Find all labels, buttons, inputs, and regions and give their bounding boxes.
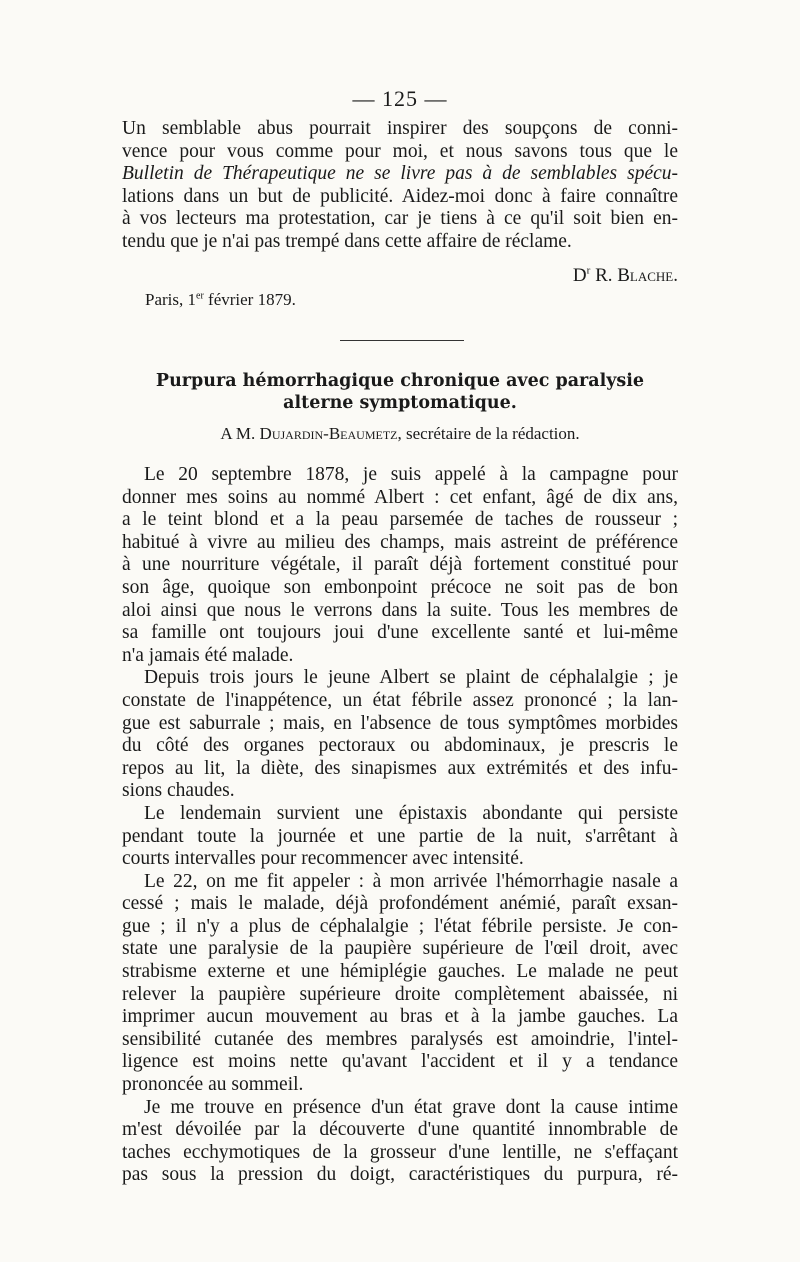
text-line: son âge, quoique son embonpoint précoce ne soit pas de bon xyxy=(122,576,678,598)
signature xyxy=(573,265,678,287)
dateline-sup: er xyxy=(196,290,204,302)
dateline xyxy=(145,290,296,310)
signature-sup: r xyxy=(586,264,591,277)
text-line: tendu que je n'ai pas trempé dans cette affaire de réclame. xyxy=(122,230,572,252)
text-line: Depuis trois jours le jeune Albert se plaint de céphalalgie ; je xyxy=(144,667,678,689)
text-line: sa famille ont toujours joui d'une excellente santé et lui-même xyxy=(122,622,678,644)
text-line: lations dans un but de publicité. Aidez-moi donc à faire connaître xyxy=(122,185,678,207)
text-line: pas sous la pression du doigt, caractéristiques du purpura, ré- xyxy=(122,1164,678,1186)
text-line: du côté des organes pectoraux ou abdominaux, je prescris le xyxy=(122,735,678,757)
signature-prefix: D xyxy=(572,265,587,286)
text-line: relever la paupière supérieure droite complètement abaissée, ni xyxy=(122,983,678,1005)
text-line: m'est dévoilée par la découverte d'une quantité innombrable de xyxy=(122,1119,678,1141)
text-line: Bulletin de Thérapeutique ne se livre pas à de semblables spécu- xyxy=(122,163,678,185)
paragraph-4 xyxy=(122,871,678,1097)
section-divider xyxy=(340,340,464,341)
paragraph-2 xyxy=(122,667,678,803)
dateline-date: février 1879. xyxy=(203,290,296,309)
text-line: sions chaudes. xyxy=(122,780,235,802)
addressee-suffix: , secrétaire de la rédaction. xyxy=(397,424,580,443)
text-line: habitué à vivre au milieu des champs, mais astreint de préférence xyxy=(122,531,678,553)
text-line: imprimer aucun mouvement au bras et à la jambe gauches. La xyxy=(122,1006,678,1028)
text-line: Le lendemain survient une épistaxis abondante qui persiste xyxy=(144,802,678,824)
title-line: Purpura hémorrhagique chronique avec paralysie xyxy=(155,371,645,391)
text-line: ligence est moins nette qu'avant l'accident et il y a tendance xyxy=(122,1051,678,1073)
text-line: state une paralysie de la paupière supérieure de l'œil droit, avec xyxy=(122,938,678,960)
article-body xyxy=(122,464,678,1187)
text-line: strabisme externe et une hémiplégie gauches. Le malade ne peut xyxy=(122,961,678,983)
addressee-prefix: A M. xyxy=(220,424,260,443)
text-line: Le 20 septembre 1878, je suis appelé à la campagne pour xyxy=(144,464,678,485)
text-line: aloi ainsi que nous le verrons dans la suite. Tous les membres de xyxy=(122,599,678,621)
text-line: à vos lecteurs ma protestation, car je tiens à ce qu'il soit bien en- xyxy=(122,208,678,230)
text-line: repos au lit, la diète, des sinapismes aux extrémités et des infu- xyxy=(122,757,678,779)
text-line: prononcée au sommeil. xyxy=(122,1074,304,1096)
dateline-city: Paris, 1 xyxy=(145,290,196,309)
text-line: vence pour vous comme pour moi, et nous savons tous que le xyxy=(122,140,678,162)
text-line: Un semblable abus pourrait inspirer des soupçons de conni- xyxy=(122,118,678,139)
text-line: Le 22, on me fit appeler : à mon arrivée l'hémorrhagie nasale a xyxy=(144,870,678,892)
text-line: constate de l'inappétence, un état fébrile assez prononcé ; la lan- xyxy=(122,689,678,711)
text-line: taches ecchymotiques de la grosseur d'une lentille, ne s'effaçant xyxy=(122,1141,678,1163)
text-line: gue est saburrale ; mais, en l'absence de tous symptômes morbides xyxy=(122,712,678,734)
text-line: n'a jamais été malade. xyxy=(122,644,294,666)
top-paragraph xyxy=(122,118,678,254)
paragraph-3 xyxy=(122,803,678,871)
text-line: à une nourriture végétale, il paraît déjà fortement constitué pour xyxy=(122,554,678,576)
text-line: donner mes soins au nommé Albert : cet enfant, âgé de dix ans, xyxy=(122,486,678,508)
paragraph-1 xyxy=(122,464,678,667)
text-line: a le teint blond et a la peau parsemée de taches de rousseur ; xyxy=(122,509,678,531)
title-line: alterne symptomatique. xyxy=(283,393,517,413)
addressee xyxy=(122,424,678,444)
text-line: pendant toute la journée et une partie de la nuit, s'arrêtant à xyxy=(122,825,678,847)
text-line: sensibilité cutanée des membres paralysés est amoindrie, l'intel- xyxy=(122,1028,678,1050)
signature-name: R. Blache. xyxy=(595,265,678,286)
text-line: gue ; il n'y a plus de céphalalgie ; l'état fébrile persiste. Je con- xyxy=(122,915,678,937)
text-line: cessé ; mais le malade, déjà profondément anémié, paraît exsan- xyxy=(122,893,678,915)
text-line: courts intervalles pour recommencer avec intensité. xyxy=(122,848,524,870)
addressee-name: Dujardin-Beaumetz xyxy=(259,424,398,443)
paragraph-5 xyxy=(122,1097,678,1187)
page-number: — 125 — xyxy=(352,86,448,111)
text-line: Je me trouve en présence d'un état grave dont la cause intime xyxy=(144,1096,678,1118)
article-title xyxy=(122,370,678,414)
